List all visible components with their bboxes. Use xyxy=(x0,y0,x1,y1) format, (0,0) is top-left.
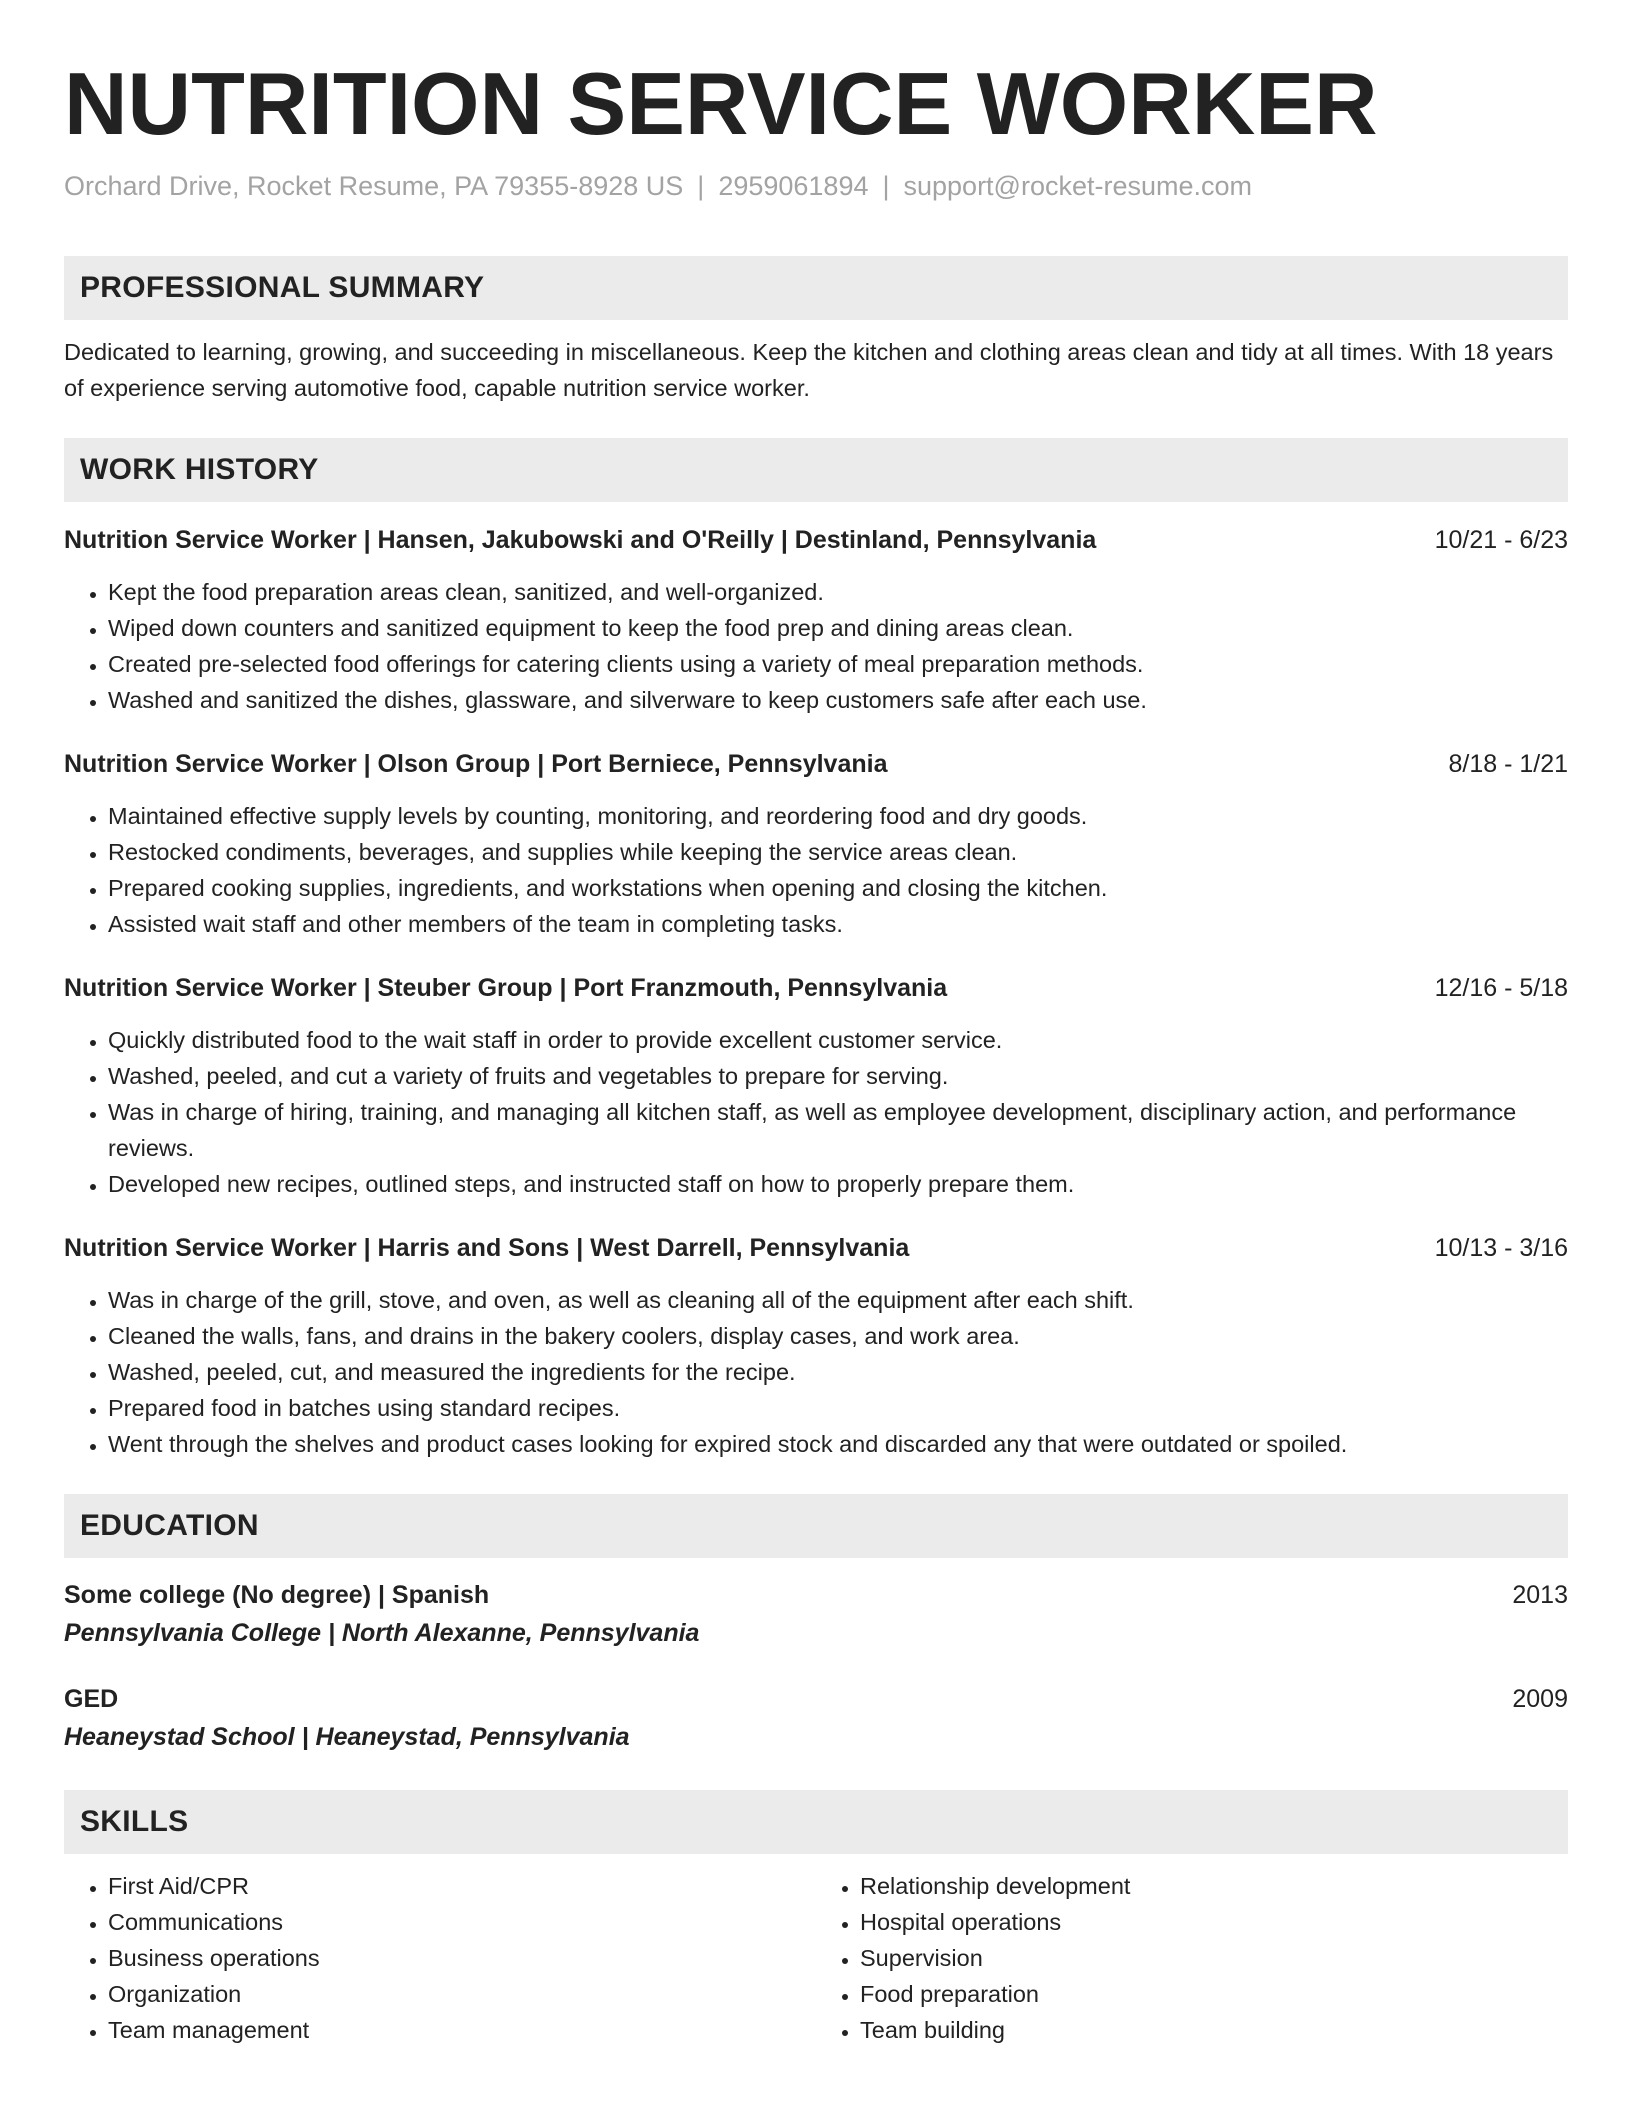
skills-grid xyxy=(64,1868,1568,2048)
job-entry xyxy=(64,970,1568,1202)
skill-item: • First Aid/CPR xyxy=(108,1868,816,1904)
job-bullet: • Assisted wait staff and other members of the team in completing tasks. xyxy=(108,906,1568,942)
job-bullet: • Went through the shelves and product cases looking for expired stock and discarded any that were outdated or spoiled. xyxy=(108,1426,1568,1462)
education-degree: GED xyxy=(64,1685,119,1713)
skills-column-left xyxy=(64,1868,816,2048)
contact-address: Orchard Drive, Rocket Resume, PA 79355-8928 US xyxy=(64,171,684,201)
job-entry xyxy=(64,1230,1568,1462)
job-bullet: • Washed, peeled, and cut a variety of fruits and vegetables to prepare for serving. xyxy=(108,1058,1568,1094)
job-bullet: • Wiped down counters and sanitized equipment to keep the food prep and dining areas clean. xyxy=(108,610,1568,646)
contact-phone: 2959061894 xyxy=(718,171,869,201)
education-entry xyxy=(64,1680,1568,1756)
job-header xyxy=(64,522,1568,558)
job-entry xyxy=(64,522,1568,718)
skills-column-right xyxy=(816,1868,1568,2048)
job-bullets xyxy=(64,574,1568,718)
education-year: 2013 xyxy=(1512,1581,1568,1609)
job-title: Nutrition Service Worker | Steuber Group | Port Franzmouth, Pennsylvania xyxy=(64,974,948,1002)
job-bullet: • Washed, peeled, cut, and measured the ingredients for the recipe. xyxy=(108,1354,1568,1390)
education-entry xyxy=(64,1576,1568,1652)
skills-list xyxy=(816,1868,1568,2048)
skill-item: • Organization xyxy=(108,1976,816,2012)
skill-item: • Food preparation xyxy=(860,1976,1568,2012)
section-header-work-history: WORK HISTORY xyxy=(64,438,1568,502)
job-bullet: • Washed and sanitized the dishes, glassware, and silverware to keep customers safe after each use. xyxy=(108,682,1568,718)
skills-list xyxy=(64,1868,816,2048)
job-title: Nutrition Service Worker | Hansen, Jakubowski and O'Reilly | Destinland, Pennsylvania xyxy=(64,526,1097,554)
job-dates: 12/16 - 5/18 xyxy=(1434,974,1568,1002)
contact-separator: | xyxy=(697,171,705,201)
skill-item: • Business operations xyxy=(108,1940,816,1976)
job-bullet: • Kept the food preparation areas clean, sanitized, and well-organized. xyxy=(108,574,1568,610)
education-degree: Some college (No degree) | Spanish xyxy=(64,1581,490,1609)
job-header xyxy=(64,746,1568,782)
job-bullet: • Was in charge of the grill, stove, and oven, as well as cleaning all of the equipment after each shift. xyxy=(108,1282,1568,1318)
job-bullet: • Prepared food in batches using standard recipes. xyxy=(108,1390,1568,1426)
job-dates: 8/18 - 1/21 xyxy=(1448,750,1568,778)
job-bullet: • Cleaned the walls, fans, and drains in the bakery coolers, display cases, and work area. xyxy=(108,1318,1568,1354)
job-entry xyxy=(64,746,1568,942)
contact-email[interactable]: support@rocket-resume.com xyxy=(903,171,1253,201)
contact-line xyxy=(64,168,1568,204)
skill-item: • Relationship development xyxy=(860,1868,1568,1904)
job-bullet: • Maintained effective supply levels by counting, monitoring, and reordering food and dry goods. xyxy=(108,798,1568,834)
job-bullet: • Restocked condiments, beverages, and supplies while keeping the service areas clean. xyxy=(108,834,1568,870)
job-header xyxy=(64,1230,1568,1266)
job-bullet: • Prepared cooking supplies, ingredients, and workstations when opening and closing the kitchen. xyxy=(108,870,1568,906)
job-title: Nutrition Service Worker | Harris and Sons | West Darrell, Pennsylvania xyxy=(64,1234,910,1262)
summary-text: Dedicated to learning, growing, and succeeding in miscellaneous. Keep the kitchen and clothing areas clean and tidy at all times. With 18 years of experience serving automotive food, capable nutrition service worker. xyxy=(64,339,1554,401)
education-year: 2009 xyxy=(1512,1685,1568,1713)
skill-item: • Team building xyxy=(860,2012,1568,2048)
job-bullet: • Created pre-selected food offerings for catering clients using a variety of meal preparation methods. xyxy=(108,646,1568,682)
section-header-summary: PROFESSIONAL SUMMARY xyxy=(64,256,1568,320)
contact-separator: | xyxy=(882,171,890,201)
job-title: Nutrition Service Worker | Olson Group | Port Berniece, Pennsylvania xyxy=(64,750,888,778)
skill-item: • Supervision xyxy=(860,1940,1568,1976)
education-school: Pennsylvania College | North Alexanne, Pennsylvania xyxy=(64,1619,700,1647)
skill-item: • Team management xyxy=(108,2012,816,2048)
job-dates: 10/13 - 3/16 xyxy=(1434,1234,1568,1262)
skill-item: • Hospital operations xyxy=(860,1904,1568,1940)
job-dates: 10/21 - 6/23 xyxy=(1434,526,1568,554)
job-bullet: • Developed new recipes, outlined steps, and instructed staff on how to properly prepare them. xyxy=(108,1166,1568,1202)
section-header-skills: SKILLS xyxy=(64,1790,1568,1854)
job-bullets xyxy=(64,798,1568,942)
skill-item: • Communications xyxy=(108,1904,816,1940)
job-bullets xyxy=(64,1282,1568,1462)
job-bullets xyxy=(64,1022,1568,1202)
job-bullet: • Quickly distributed food to the wait staff in order to provide excellent customer service. xyxy=(108,1022,1568,1058)
education-school: Heaneystad School | Heaneystad, Pennsylvania xyxy=(64,1723,630,1751)
section-header-education: EDUCATION xyxy=(64,1494,1568,1558)
job-header xyxy=(64,970,1568,1006)
job-bullet: • Was in charge of hiring, training, and managing all kitchen staff, as well as employee development, disciplinary action, and performance reviews. xyxy=(108,1094,1568,1166)
candidate-name: NUTRITION SERVICE WORKER xyxy=(64,54,1378,153)
education-header xyxy=(64,1576,1568,1614)
education-header xyxy=(64,1680,1568,1718)
